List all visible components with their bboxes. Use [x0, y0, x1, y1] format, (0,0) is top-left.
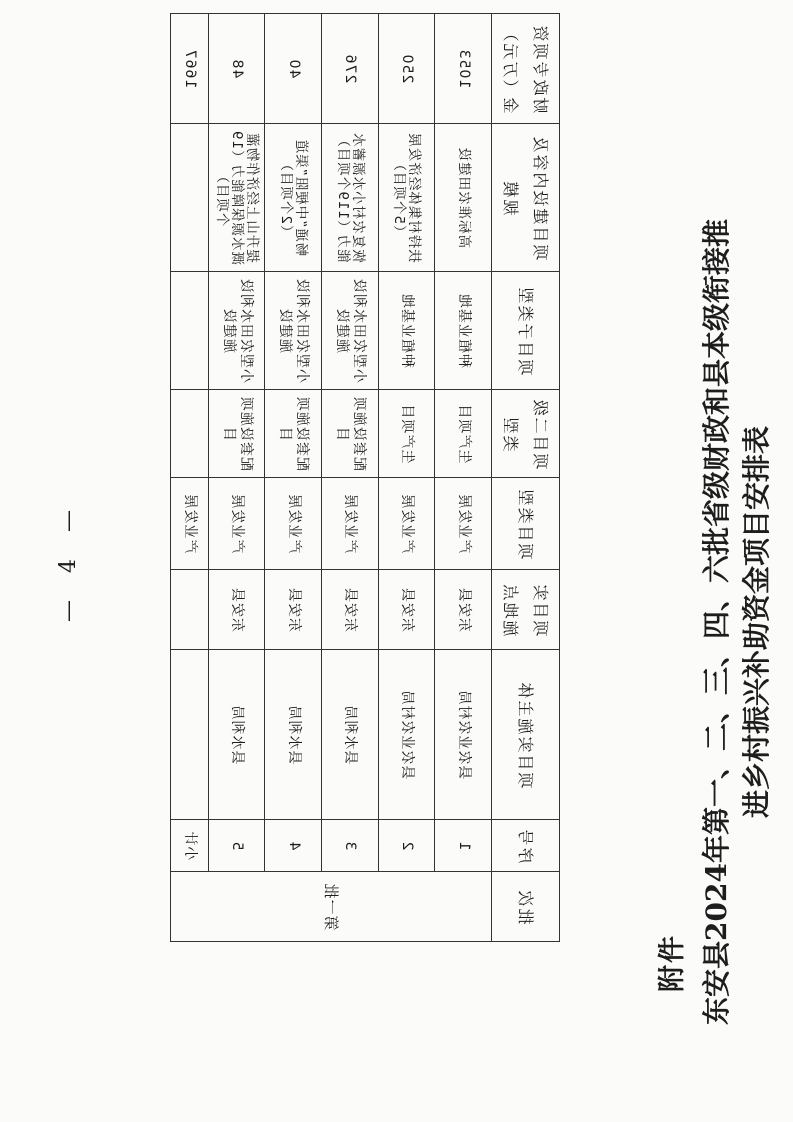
- cell-location: 东安县: [322, 570, 379, 650]
- cell-funds: 48: [208, 14, 265, 124]
- subtotal-row: [171, 14, 209, 942]
- header-row: [491, 14, 559, 942]
- subtotal-subtype: [171, 272, 209, 390]
- cell-location: 东安县: [435, 570, 492, 650]
- cell-entity: 县水利局: [208, 650, 265, 820]
- header-content: 项目建设内容及规模: [491, 124, 559, 272]
- cell-entity: 县水利局: [322, 650, 379, 820]
- cell-content: 扶持村集体经济发展（5个项目）: [378, 124, 435, 272]
- cell-subtype: 种植业基地: [378, 272, 435, 390]
- subtotal-level2: [171, 390, 209, 478]
- header-location: 项目实施地点: [491, 570, 559, 650]
- cell-type: 产业发展: [265, 478, 322, 570]
- cell-type: 产业发展: [435, 478, 492, 570]
- subtotal-content: [171, 124, 209, 272]
- header-batch: 批次: [491, 872, 559, 942]
- cell-level2: 配套设施项目: [322, 390, 379, 478]
- cell-seq: 5: [208, 820, 265, 872]
- header-entity: 项目实施主体: [491, 650, 559, 820]
- cell-subtype: 种植业基地: [435, 272, 492, 390]
- document-title: 东安县2024年第一、二、三、四、六批省级财政和县本级衔接推进乡村振兴补助资金项目安排表: [700, 219, 773, 1025]
- cell-level2: 生产项目: [435, 390, 492, 478]
- header-funds: 财政专项资金（万元）: [491, 14, 559, 124]
- table-row: [378, 14, 435, 942]
- subtotal-funds: 1667: [171, 14, 209, 124]
- cell-content: 提升山上经济作物灌溉水源保障能力（19个项目）: [208, 124, 265, 272]
- cell-entity: 县水利局: [265, 650, 322, 820]
- cell-subtype: 小型农田水利设施建设: [322, 272, 379, 390]
- cell-level2: 配套设施项目: [208, 390, 265, 478]
- header-type: 项目类型: [491, 478, 559, 570]
- cell-subtype: 小型农田水利设施建设: [208, 272, 265, 390]
- cell-funds: 40: [265, 14, 322, 124]
- cell-funds: 250: [378, 14, 435, 124]
- cell-funds: 1053: [435, 14, 492, 124]
- cell-entity: 县农业农村局: [435, 650, 492, 820]
- table-row: [208, 14, 265, 942]
- cell-location: 东安县: [265, 570, 322, 650]
- cell-seq: 2: [378, 820, 435, 872]
- header-subtype: 项目子类型: [491, 272, 559, 390]
- cell-level2: 配套设施项目: [265, 390, 322, 478]
- cell-type: 产业发展: [322, 478, 379, 570]
- cell-subtype: 小型农田水利设施建设: [265, 272, 322, 390]
- cell-seq: 4: [265, 820, 322, 872]
- annex-label: 附件: [657, 934, 688, 992]
- cell-level2: 生产项目: [378, 390, 435, 478]
- cell-content: 高标准农田建设: [435, 124, 492, 272]
- subtotal-entity: [171, 650, 209, 820]
- table-row: [435, 14, 492, 942]
- cell-seq: 1: [435, 820, 492, 872]
- funding-table: [170, 13, 560, 942]
- cell-funds: 276: [322, 14, 379, 124]
- batch-cell: 第一批: [171, 872, 492, 942]
- table-row: [265, 14, 322, 942]
- subtotal-label: 小计: [171, 820, 209, 872]
- header-seq: 序号: [491, 820, 559, 872]
- header-level2: 项目二级类型: [491, 390, 559, 478]
- table-row: [322, 14, 379, 942]
- page-number: — 4 —: [56, 500, 81, 622]
- cell-type: 产业发展: [208, 478, 265, 570]
- cell-location: 东安县: [378, 570, 435, 650]
- subtotal-location: [171, 570, 209, 650]
- cell-location: 东安县: [208, 570, 265, 650]
- subtotal-type: 产业发展: [171, 478, 209, 570]
- cell-type: 产业发展: [378, 478, 435, 570]
- cell-entity: 县农业农村局: [378, 650, 435, 820]
- cell-seq: 3: [322, 820, 379, 872]
- cell-content: 畅通“中梗阻”渠道（2个项目）: [265, 124, 322, 272]
- cell-content: 恢复农村小水源蓄水能力（119个项目）: [322, 124, 379, 272]
